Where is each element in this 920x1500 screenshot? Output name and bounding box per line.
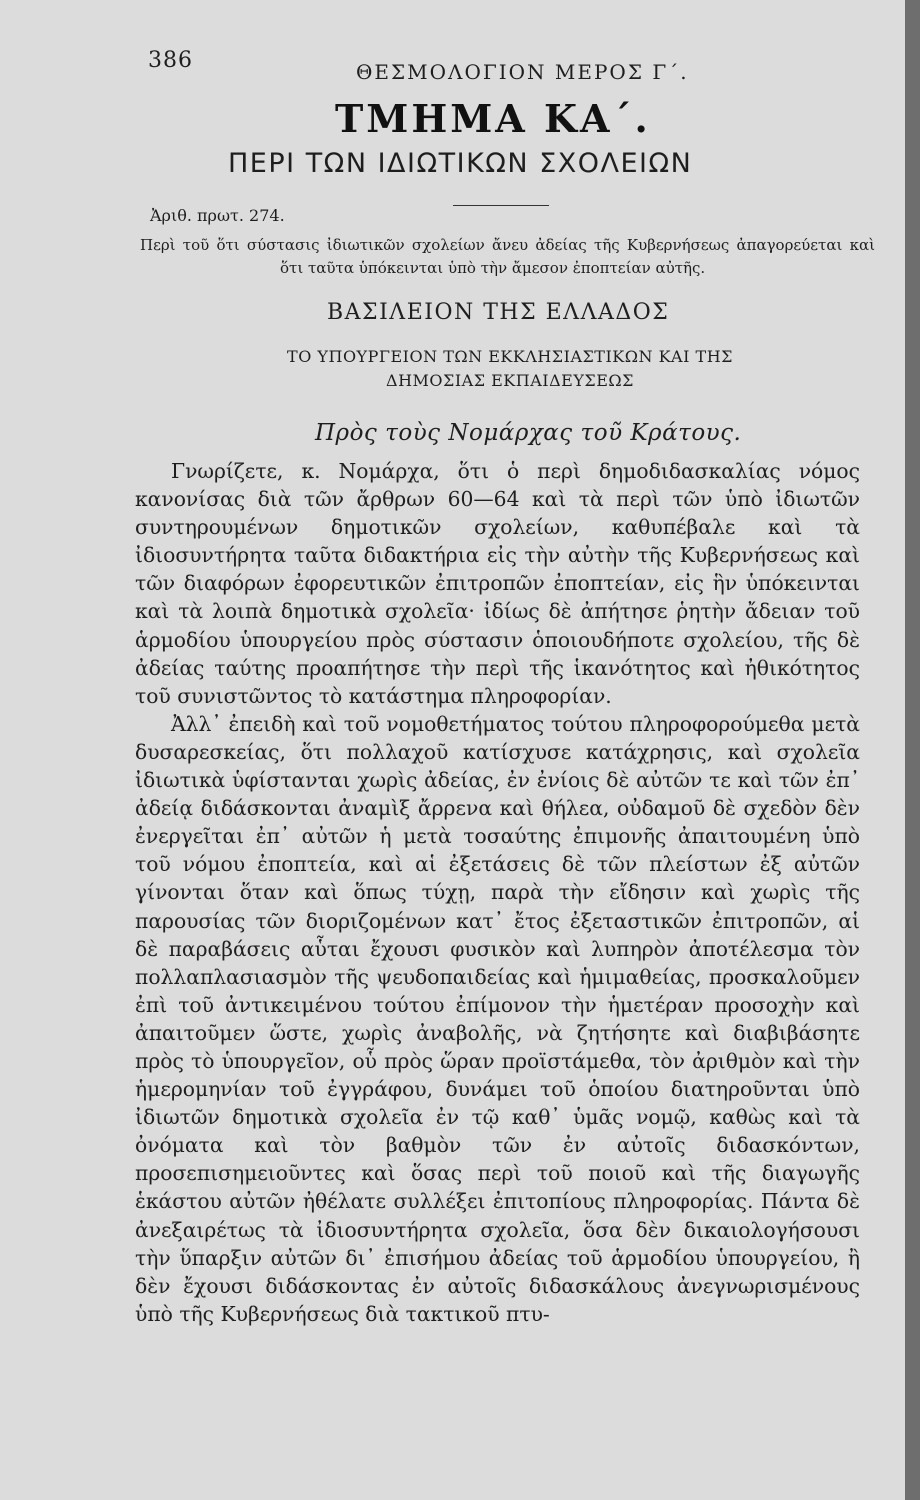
page-number: 386 <box>148 48 193 73</box>
addressee: Πρὸς τοὺς Νομάρχας τοῦ Κράτους. <box>315 420 742 446</box>
ministry-heading <box>240 345 780 393</box>
body-text <box>135 457 860 1328</box>
section-subtitle: ΠΕΡΙ ΤΩΝ ΙΔΙΩΤΙΚΩΝ ΣΧΟΛΕΙΩΝ <box>228 148 693 179</box>
ministry-line-1: ΤΟ ΥΠΟΥΡΓΕΙΟΝ ΤΩΝ ΕΚΚΛΗΣΙΑΣΤΙΚΩΝ ΚΑΙ ΤΗΣ <box>287 347 733 366</box>
summary-text: Περὶ τοῦ ὅτι σύστασις ἰδιωτικῶν σχολείων ἄνευ ἀδείας τῆς Κυβερνήσεως ἀπαγορεύεται καὶ ὅτι ταῦτα ὑπόκεινται ὑπὸ τὴν ἄμεσον ἐποπτείαν αὐτῆς. <box>140 236 875 277</box>
running-head: ΘΕΣΜΟΛΟΓΙΟΝ ΜΕΡΟΣ Γ΄. <box>356 60 689 84</box>
protocol-number: Ἀριθ. πρωτ. 274. <box>150 206 285 225</box>
paragraph: Γνωρίζετε, κ. Νομάρχα, ὅτι ὁ περὶ δημοδιδασκαλίας νόμος κανονίσας διὰ τῶν ἄρθρων 60—64 καὶ τὰ περὶ τῶν ὑπὸ ἰδιωτῶν συντηρουμένων δημοτικῶν σχολείων, καθυπέβαλε καὶ τὰ ἰδιοσυντήρητα ταῦτα διδακτήρια εἰς τὴν αὐτὴν τῆς Κυβερνήσεως καὶ τῶν διαφόρων ἐφορευτικῶν ἐπιτροπῶν ἐποπτείαν, εἰς ἣν ὑπόκεινται καὶ τὰ λοιπὰ δημοτικὰ σχολεῖα· ἰδίως δὲ ἀπήτησε ῥητὴν ἄδειαν τοῦ ἁρμοδίου ὑπουργείου πρὸς σύστασιν ὁποιουδήποτε σχολείου, τῆς δὲ ἀδείας ταύτης προαπήτησε τὴν περὶ τῆς ἱκανότητος καὶ ἠθικότητος τοῦ συνιστῶντος τὸ κατάστημα πληροφορίαν. <box>135 459 860 708</box>
divider-rule <box>453 205 549 206</box>
ministry-line-2: ΔΗΜΟΣΙΑΣ ΕΚΠΑΙΔΕΥΣΕΩΣ <box>386 371 634 390</box>
kingdom-heading: ΒΑΣΙΛΕΙΟΝ ΤΗΣ ΕΛΛΑΔΟΣ <box>327 300 670 325</box>
section-title: ΤΜΗΜΑ ΚΑ΄. <box>335 96 651 141</box>
document-summary <box>140 234 875 280</box>
paragraph: Ἀλλ᾽ ἐπειδὴ καὶ τοῦ νομοθετήματος τούτου πληροφορούμεθα μετὰ δυσαρεσκείας, ὅτι πολλαχοῦ κατίσχυσε κατάχρησις, καὶ σχολεῖα ἰδιωτικὰ ὑφίστανται χωρὶς ἀδείας, ἐν ἐνίοις δὲ αὐτῶν τε καὶ τῶν ἐπ᾽ ἀδείᾳ διδάσκονται ἀναμὶξ ἄρρενα καὶ θήλεα, οὐδαμοῦ δὲ σχεδὸν δὲν ἐνεργεῖται ἐπ᾽ αὐτῶν ἡ μετὰ τοσαύτης ἐπιμονῆς ἀπαιτουμένη ὑπὸ τοῦ νόμου ἐποπτεία, καὶ αἱ ἐξετάσεις δὲ τῶν πλείστων ἐξ αὐτῶν γίνονται ὅταν καὶ ὅπως τύχῃ, παρὰ τὴν εἴδησιν καὶ χωρὶς τῆς παρουσίας τῶν διοριζομένων κατ᾽ ἔτος ἐξεταστικῶν ἐπιτροπῶν, αἱ δὲ παραβάσεις αὗται ἔχουσι φυσικὸν καὶ λυπηρὸν ἀποτέλεσμα τὸν πολλαπλασιασμὸν τῆς ψευδοπαιδείας καὶ ἡμιμαθείας, προσκαλοῦμεν ἐπὶ τοῦ ἀντικειμένου τούτου ἐπίμονον τὴν ἡμετέραν προσοχὴν καὶ ἀπαιτοῦμεν ὥστε, χωρὶς ἀναβολῆς, νὰ ζητήσητε καὶ διαβιβάσητε πρὸς τὸ ὑπουργεῖον, οὗ πρὸς ὥραν προϊστάμεθα, τὸν ἀριθμὸν καὶ τὴν ἡμερομηνίαν τοῦ ἐγγράφου, δυνάμει τοῦ ὁποίου διατηροῦνται ὑπὸ ἰδιωτῶν δημοτικὰ σχολεῖα ἐν τῷ καθ᾽ ὑμᾶς νομῷ, καθὼς καὶ τὰ ὀνόματα καὶ τὸν βαθμὸν τῶν ἐν αὐτοῖς διδασκόντων, προσεπισημειοῦντες καὶ ὅσας περὶ τοῦ ποιοῦ καὶ τῆς διαγωγῆς ἑκάστου αὐτῶν ἠθέλατε συλλέξει ἐπιτοπίους πληροφορίας. Πάντα δὲ ἀνεξαιρέτως τὰ ἰδιοσυντήρητα σχολεῖα, ὅσα δὲν δικαιολογήσουσι τὴν ὕπαρξιν αὐτῶν δι᾽ ἐπισήμου ἀδείας τοῦ ἁρμοδίου ὑπουργείου, ἢ δὲν ἔχουσι διδάσκοντας ἐν αὐτοῖς διδασκάλους ἀνεγνωρισμένους ὑπὸ τῆς Κυβερνήσεως διὰ τακτικοῦ πτυ- <box>135 711 860 1326</box>
